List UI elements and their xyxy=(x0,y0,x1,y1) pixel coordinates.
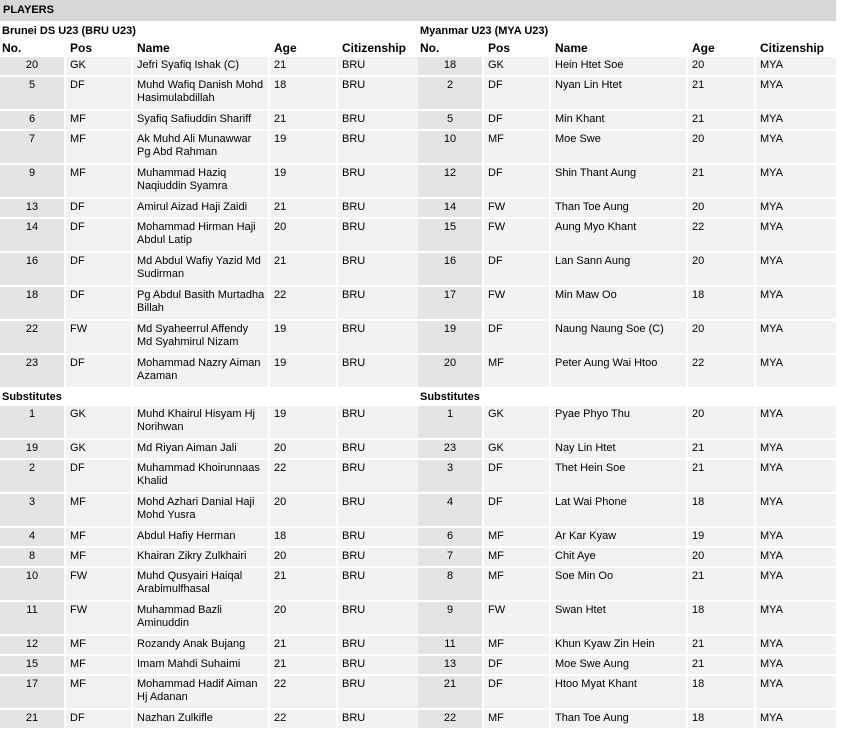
player-name: Pyae Phyo Thu xyxy=(551,406,688,438)
player-position: MF xyxy=(66,548,133,566)
player-position: MF xyxy=(66,656,133,674)
player-age: 21 xyxy=(270,568,338,600)
player-number: 20 xyxy=(0,57,66,75)
table-row xyxy=(418,548,836,568)
player-name: Abdul Hafiy Herman xyxy=(133,528,270,546)
player-position: DF xyxy=(66,355,133,387)
header-pos: Pos xyxy=(488,41,511,55)
player-name: Naung Naung Soe (C) xyxy=(551,321,688,353)
player-name: Aung Myo Khant xyxy=(551,219,688,251)
player-citizenship: BRU xyxy=(338,636,418,654)
player-number: 8 xyxy=(418,568,484,600)
player-position: DF xyxy=(484,460,551,492)
player-name: Shin Thant Aung xyxy=(551,165,688,197)
player-position: MF xyxy=(66,636,133,654)
player-citizenship: BRU xyxy=(338,676,418,708)
table-row xyxy=(0,440,418,460)
table-row xyxy=(418,602,836,636)
player-age: 21 xyxy=(688,165,756,197)
table-row xyxy=(0,131,418,165)
table-row xyxy=(418,253,836,287)
player-age: 19 xyxy=(270,321,338,353)
player-age: 22 xyxy=(688,355,756,387)
table-row xyxy=(0,355,418,389)
table-row xyxy=(0,548,418,568)
table-row xyxy=(418,111,836,131)
table-row xyxy=(0,494,418,528)
table-row xyxy=(0,568,418,602)
player-citizenship: BRU xyxy=(338,321,418,353)
player-name: Hein Htet Soe xyxy=(551,57,688,75)
header-no: No. xyxy=(420,41,440,55)
player-number: 13 xyxy=(418,656,484,674)
player-age: 19 xyxy=(688,528,756,546)
player-position: FW xyxy=(484,199,551,217)
player-number: 2 xyxy=(0,460,66,492)
player-number: 14 xyxy=(418,199,484,217)
player-citizenship: MYA xyxy=(756,321,836,353)
player-age: 21 xyxy=(688,440,756,458)
player-position: MF xyxy=(484,710,551,728)
player-citizenship: MYA xyxy=(756,676,836,708)
player-citizenship: MYA xyxy=(756,77,836,109)
table-row xyxy=(0,676,418,710)
player-number: 14 xyxy=(0,219,66,251)
player-citizenship: MYA xyxy=(756,710,836,728)
player-name: Mohd Azhari Danial Haji Mohd Yusra xyxy=(133,494,270,526)
player-position: DF xyxy=(66,199,133,217)
substitutes-header: Substitutes xyxy=(420,391,480,403)
player-citizenship: MYA xyxy=(756,219,836,251)
starters-list xyxy=(0,57,418,389)
table-row xyxy=(418,199,836,219)
player-number: 17 xyxy=(418,287,484,319)
player-position: MF xyxy=(66,111,133,129)
player-citizenship: MYA xyxy=(756,165,836,197)
player-number: 18 xyxy=(0,287,66,319)
player-age: 21 xyxy=(270,636,338,654)
substitutes-header: Substitutes xyxy=(2,391,62,403)
player-name: Syafiq Safiuddin Shariff xyxy=(133,111,270,129)
player-number: 21 xyxy=(418,676,484,708)
player-number: 6 xyxy=(0,111,66,129)
table-header xyxy=(0,40,418,57)
player-name: Soe Min Oo xyxy=(551,568,688,600)
table-row xyxy=(418,57,836,77)
player-number: 19 xyxy=(0,440,66,458)
player-number: 7 xyxy=(418,548,484,566)
player-age: 19 xyxy=(270,165,338,197)
table-row xyxy=(418,494,836,528)
header-no: No. xyxy=(2,41,22,55)
table-row xyxy=(418,131,836,165)
table-row xyxy=(418,636,836,656)
player-position: DF xyxy=(66,287,133,319)
player-number: 12 xyxy=(418,165,484,197)
player-position: DF xyxy=(484,321,551,353)
table-row xyxy=(0,406,418,440)
table-row xyxy=(0,636,418,656)
player-number: 23 xyxy=(418,440,484,458)
table-row xyxy=(418,568,836,602)
player-name: Nay Lin Htet xyxy=(551,440,688,458)
player-name: Nazhan Zulkifle xyxy=(133,710,270,728)
table-row xyxy=(418,77,836,111)
player-number: 2 xyxy=(418,77,484,109)
player-name: Khairan Zikry Zulkhairi xyxy=(133,548,270,566)
player-age: 18 xyxy=(688,494,756,526)
player-citizenship: BRU xyxy=(338,602,418,634)
page-title: PLAYERS xyxy=(0,0,836,21)
player-citizenship: BRU xyxy=(338,494,418,526)
player-name: Rozandy Anak Bujang xyxy=(133,636,270,654)
player-age: 20 xyxy=(270,548,338,566)
player-position: MF xyxy=(484,548,551,566)
player-position: MF xyxy=(484,528,551,546)
player-age: 20 xyxy=(270,602,338,634)
player-age: 20 xyxy=(688,57,756,75)
player-age: 21 xyxy=(270,253,338,285)
substitutes-list xyxy=(418,406,836,730)
table-row xyxy=(0,219,418,253)
table-row xyxy=(0,287,418,321)
table-row xyxy=(418,440,836,460)
player-name: Mohammad Hadif Aiman Hj Adanan xyxy=(133,676,270,708)
player-citizenship: MYA xyxy=(756,548,836,566)
player-citizenship: BRU xyxy=(338,406,418,438)
player-position: DF xyxy=(484,165,551,197)
player-number: 16 xyxy=(418,253,484,285)
table-row xyxy=(0,77,418,111)
player-position: FW xyxy=(66,602,133,634)
table-row xyxy=(418,676,836,710)
player-position: DF xyxy=(484,656,551,674)
player-age: 21 xyxy=(270,656,338,674)
player-age: 19 xyxy=(270,406,338,438)
player-age: 21 xyxy=(688,656,756,674)
team-name: Myanmar U23 (MYA U23) xyxy=(418,22,836,40)
player-age: 20 xyxy=(270,494,338,526)
table-row xyxy=(0,111,418,131)
player-age: 20 xyxy=(688,406,756,438)
player-name: Muhd Qusyairi Haiqal Arabimulfhasal xyxy=(133,568,270,600)
player-position: MF xyxy=(66,165,133,197)
player-position: DF xyxy=(484,77,551,109)
player-name: Imam Mahdi Suhaimi xyxy=(133,656,270,674)
header-age: Age xyxy=(274,41,297,55)
player-position: GK xyxy=(66,57,133,75)
player-name: Khun Kyaw Zin Hein xyxy=(551,636,688,654)
player-number: 16 xyxy=(0,253,66,285)
player-position: GK xyxy=(484,440,551,458)
player-name: Amirul Aizad Haji Zaidi xyxy=(133,199,270,217)
player-citizenship: MYA xyxy=(756,355,836,387)
player-position: DF xyxy=(66,77,133,109)
team-name: Brunei DS U23 (BRU U23) xyxy=(0,22,418,40)
table-row xyxy=(418,165,836,199)
player-citizenship: BRU xyxy=(338,440,418,458)
player-number: 7 xyxy=(0,131,66,163)
player-position: MF xyxy=(484,568,551,600)
player-name: Min Khant xyxy=(551,111,688,129)
player-age: 20 xyxy=(270,440,338,458)
player-number: 1 xyxy=(0,406,66,438)
table-row xyxy=(0,528,418,548)
player-age: 19 xyxy=(270,131,338,163)
player-age: 22 xyxy=(270,287,338,319)
header-pos: Pos xyxy=(70,41,93,55)
table-row xyxy=(0,602,418,636)
player-citizenship: MYA xyxy=(756,287,836,319)
player-age: 21 xyxy=(688,636,756,654)
table-row xyxy=(0,199,418,219)
player-name: Thet Hein Soe xyxy=(551,460,688,492)
player-number: 22 xyxy=(418,710,484,728)
player-citizenship: MYA xyxy=(756,111,836,129)
player-citizenship: BRU xyxy=(338,710,418,728)
player-number: 12 xyxy=(0,636,66,654)
player-position: FW xyxy=(484,219,551,251)
player-position: FW xyxy=(66,321,133,353)
player-position: GK xyxy=(484,57,551,75)
player-position: DF xyxy=(484,494,551,526)
player-name: Lat Wai Phone xyxy=(551,494,688,526)
player-number: 13 xyxy=(0,199,66,217)
player-name: Lan Sann Aung xyxy=(551,253,688,285)
table-row xyxy=(418,219,836,253)
player-name: Jefri Syafiq Ishak (C) xyxy=(133,57,270,75)
player-citizenship: BRU xyxy=(338,131,418,163)
player-position: DF xyxy=(484,253,551,285)
player-citizenship: MYA xyxy=(756,528,836,546)
player-number: 17 xyxy=(0,676,66,708)
player-age: 21 xyxy=(270,199,338,217)
player-position: FW xyxy=(484,602,551,634)
player-number: 6 xyxy=(418,528,484,546)
table-row xyxy=(0,253,418,287)
table-row xyxy=(0,165,418,199)
player-citizenship: MYA xyxy=(756,636,836,654)
table-row xyxy=(418,460,836,494)
player-age: 20 xyxy=(688,199,756,217)
player-citizenship: BRU xyxy=(338,77,418,109)
player-age: 22 xyxy=(270,460,338,492)
player-position: DF xyxy=(66,710,133,728)
player-number: 9 xyxy=(418,602,484,634)
player-name: Muhd Wafiq Danish Mohd Hasimulabdillah xyxy=(133,77,270,109)
player-number: 20 xyxy=(418,355,484,387)
player-name: Than Toe Aung xyxy=(551,199,688,217)
table-row xyxy=(418,321,836,355)
table-row xyxy=(0,656,418,676)
player-age: 18 xyxy=(270,77,338,109)
player-number: 1 xyxy=(418,406,484,438)
player-name: Pg Abdul Basith Murtadha Billah xyxy=(133,287,270,319)
team-table-brunei xyxy=(0,22,418,730)
player-citizenship: BRU xyxy=(338,656,418,674)
player-age: 21 xyxy=(270,111,338,129)
table-row xyxy=(418,287,836,321)
player-age: 22 xyxy=(270,710,338,728)
player-number: 11 xyxy=(0,602,66,634)
player-age: 20 xyxy=(270,219,338,251)
player-position: DF xyxy=(484,676,551,708)
header-citizenship: Citizenship xyxy=(760,41,825,55)
player-number: 22 xyxy=(0,321,66,353)
player-name: Min Maw Oo xyxy=(551,287,688,319)
player-age: 20 xyxy=(688,131,756,163)
player-position: MF xyxy=(66,528,133,546)
player-citizenship: MYA xyxy=(756,602,836,634)
header-name: Name xyxy=(555,41,588,55)
table-row xyxy=(418,710,836,730)
player-number: 8 xyxy=(0,548,66,566)
player-citizenship: BRU xyxy=(338,460,418,492)
table-row xyxy=(0,710,418,730)
player-citizenship: MYA xyxy=(756,199,836,217)
player-age: 18 xyxy=(270,528,338,546)
player-age: 18 xyxy=(688,602,756,634)
player-name: Mohammad Hirman Haji Abdul Latip xyxy=(133,219,270,251)
player-citizenship: MYA xyxy=(756,440,836,458)
player-number: 10 xyxy=(0,568,66,600)
player-name: Than Toe Aung xyxy=(551,710,688,728)
player-citizenship: MYA xyxy=(756,253,836,285)
player-name: Md Riyan Aiman Jali xyxy=(133,440,270,458)
player-citizenship: MYA xyxy=(756,131,836,163)
table-row xyxy=(0,460,418,494)
player-citizenship: BRU xyxy=(338,111,418,129)
table-row xyxy=(418,528,836,548)
player-position: GK xyxy=(66,406,133,438)
player-citizenship: BRU xyxy=(338,253,418,285)
player-age: 20 xyxy=(688,253,756,285)
player-age: 22 xyxy=(688,219,756,251)
substitutes-list xyxy=(0,406,418,730)
player-position: FW xyxy=(66,568,133,600)
player-name: Ar Kar Kyaw xyxy=(551,528,688,546)
player-name: Md Abdul Wafiy Yazid Md Sudirman xyxy=(133,253,270,285)
player-age: 19 xyxy=(270,355,338,387)
player-number: 15 xyxy=(418,219,484,251)
player-position: DF xyxy=(66,253,133,285)
header-citizenship: Citizenship xyxy=(342,41,407,55)
starters-list xyxy=(418,57,836,389)
player-age: 22 xyxy=(270,676,338,708)
table-row xyxy=(418,355,836,389)
player-age: 21 xyxy=(688,460,756,492)
player-citizenship: MYA xyxy=(756,57,836,75)
player-age: 21 xyxy=(270,57,338,75)
player-citizenship: BRU xyxy=(338,548,418,566)
player-name: Muhammad Bazli Aminuddin xyxy=(133,602,270,634)
player-position: MF xyxy=(484,636,551,654)
player-number: 9 xyxy=(0,165,66,197)
player-age: 18 xyxy=(688,676,756,708)
player-position: MF xyxy=(484,355,551,387)
player-position: DF xyxy=(484,111,551,129)
team-table-myanmar xyxy=(418,22,836,730)
player-age: 21 xyxy=(688,568,756,600)
player-number: 21 xyxy=(0,710,66,728)
player-position: MF xyxy=(66,131,133,163)
player-citizenship: MYA xyxy=(756,406,836,438)
player-position: MF xyxy=(484,131,551,163)
player-position: DF xyxy=(66,460,133,492)
player-name: Htoo Myat Khant xyxy=(551,676,688,708)
player-name: Moe Swe xyxy=(551,131,688,163)
table-row xyxy=(418,406,836,440)
player-name: Peter Aung Wai Htoo xyxy=(551,355,688,387)
player-citizenship: BRU xyxy=(338,165,418,197)
player-position: FW xyxy=(484,287,551,319)
player-name: Swan Htet xyxy=(551,602,688,634)
player-number: 5 xyxy=(418,111,484,129)
player-number: 15 xyxy=(0,656,66,674)
player-name: Moe Swe Aung xyxy=(551,656,688,674)
player-citizenship: BRU xyxy=(338,568,418,600)
player-name: Chit Aye xyxy=(551,548,688,566)
player-position: MF xyxy=(66,676,133,708)
table-row xyxy=(0,321,418,355)
player-citizenship: BRU xyxy=(338,199,418,217)
player-position: DF xyxy=(66,219,133,251)
player-name: Nyan Lin Htet xyxy=(551,77,688,109)
player-number: 19 xyxy=(418,321,484,353)
player-age: 18 xyxy=(688,287,756,319)
player-citizenship: BRU xyxy=(338,528,418,546)
player-number: 18 xyxy=(418,57,484,75)
player-age: 21 xyxy=(688,77,756,109)
player-name: Ak Muhd Ali Munawwar Pg Abd Rahman xyxy=(133,131,270,163)
player-citizenship: MYA xyxy=(756,568,836,600)
player-citizenship: BRU xyxy=(338,355,418,387)
player-number: 23 xyxy=(0,355,66,387)
player-name: Mohammad Nazry Aiman Azaman xyxy=(133,355,270,387)
header-name: Name xyxy=(137,41,170,55)
table-row xyxy=(418,656,836,676)
player-name: Muhammad Khoirunnaas Khalid xyxy=(133,460,270,492)
player-number: 4 xyxy=(418,494,484,526)
player-name: Muhd Khairul Hisyam Hj Norihwan xyxy=(133,406,270,438)
player-age: 20 xyxy=(688,548,756,566)
player-citizenship: BRU xyxy=(338,287,418,319)
player-position: GK xyxy=(66,440,133,458)
player-citizenship: MYA xyxy=(756,460,836,492)
player-citizenship: MYA xyxy=(756,494,836,526)
player-position: MF xyxy=(66,494,133,526)
player-number: 5 xyxy=(0,77,66,109)
table-header xyxy=(418,40,836,57)
player-age: 20 xyxy=(688,321,756,353)
player-number: 10 xyxy=(418,131,484,163)
player-name: Md Syaheerrul Affendy Md Syahmirul Nizam xyxy=(133,321,270,353)
player-number: 3 xyxy=(0,494,66,526)
player-citizenship: BRU xyxy=(338,57,418,75)
player-number: 3 xyxy=(418,460,484,492)
header-age: Age xyxy=(692,41,715,55)
table-row xyxy=(0,57,418,77)
player-number: 11 xyxy=(418,636,484,654)
player-citizenship: MYA xyxy=(756,656,836,674)
player-age: 21 xyxy=(688,111,756,129)
player-name: Muhammad Haziq Naqiuddin Syamra xyxy=(133,165,270,197)
player-citizenship: BRU xyxy=(338,219,418,251)
player-position: GK xyxy=(484,406,551,438)
player-number: 4 xyxy=(0,528,66,546)
player-age: 18 xyxy=(688,710,756,728)
